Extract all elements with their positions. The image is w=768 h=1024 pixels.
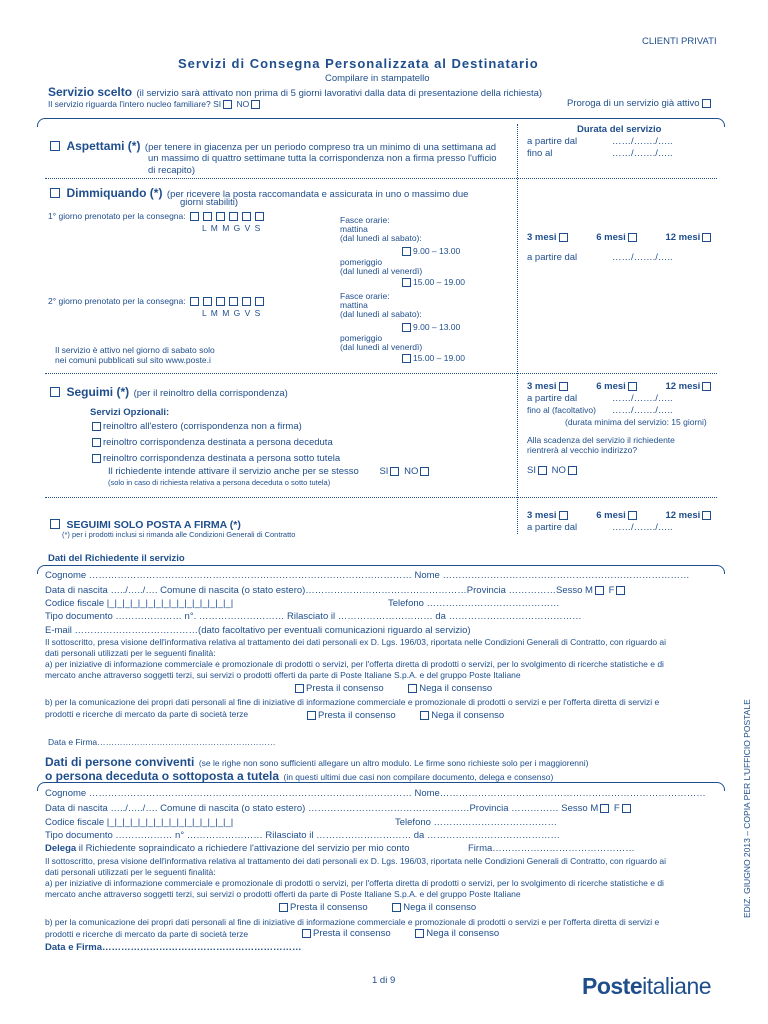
conviventi-firma-field[interactable]: Data e Firma……………………………………………………… bbox=[45, 942, 302, 953]
aspettami-fino-date[interactable]: ……/……./….. bbox=[612, 148, 673, 159]
conviventi-b-nega-label: Nega il consenso bbox=[426, 928, 500, 939]
scadenza-block bbox=[527, 435, 675, 455]
conv-privacy-b-line-2: prodotti e ricerche di mercato da parte di società terze bbox=[45, 929, 249, 939]
giorno1-l-checkbox[interactable] bbox=[190, 212, 199, 221]
aspettami-title: Aspettami (*) bbox=[66, 139, 141, 153]
conv-privacy-b-line-1: b) per la comunicazione dei propri dati personali al fine di iniziative di informazione commerciale e promozionale di prodotti o servizi e per l'offerta diretta di servizi e bbox=[45, 917, 660, 927]
solo-firma-partire-label: a partire dal bbox=[527, 522, 578, 533]
nucleo-si-label: SI bbox=[213, 99, 222, 109]
fasce2-label: Fasce orarie: bbox=[340, 291, 390, 301]
seguimi-checkbox[interactable] bbox=[50, 387, 60, 397]
solo-firma-12mesi-label: 12 mesi bbox=[665, 510, 701, 521]
giorno2-m-checkbox[interactable] bbox=[203, 297, 212, 306]
fasce2-mattina-row bbox=[400, 322, 460, 332]
conv-privacy-a-line-2: mercato anche attraverso soggetti terzi, sui servizi o prodotti offerti da parte di Poste Italiane S.p.A. e del gruppo Poste Italiane bbox=[45, 889, 521, 899]
fasce2-pom-row bbox=[400, 353, 465, 363]
giorno2-m2-checkbox[interactable] bbox=[216, 297, 225, 306]
fasce2-pomeriggio: pomeriggio bbox=[340, 333, 383, 343]
richiedente-b-nega-label: Nega il consenso bbox=[431, 710, 505, 721]
scadenza-no-checkbox[interactable] bbox=[568, 466, 577, 475]
delega-text: il Richiedente sopraindicato a richiedere l'attivazione del servizio per mio conto bbox=[76, 843, 410, 854]
conviventi-cf-field[interactable]: Codice fiscale |_|_|_|_|_|_|_|_|_|_|_|_|_|_|_|_| bbox=[45, 817, 234, 828]
opt2-checkbox[interactable] bbox=[92, 438, 101, 447]
solo-firma-3mesi-label: 3 mesi bbox=[527, 510, 557, 521]
seguimi-fino-date[interactable]: ……/……./….. bbox=[612, 405, 673, 416]
fasce2-pom-block bbox=[340, 334, 422, 352]
fasce1-label: Fasce orarie: bbox=[340, 215, 390, 225]
servizio-scelto-note: (il servizio sarà attivato non prima di 5 giorni lavorativi dalla data di presentazione della richiesta) bbox=[136, 88, 543, 99]
seguimi-partire-label: a partire dal bbox=[527, 393, 578, 404]
solo-firma-title: SEGUIMI SOLO POSTA A FIRMA (*) bbox=[66, 519, 241, 531]
solo-firma-partire-date[interactable]: ……/……./….. bbox=[612, 522, 673, 533]
stesso-si-checkbox[interactable] bbox=[390, 467, 399, 476]
fasce1-mattina-ora: 9.00 – 13.00 bbox=[413, 246, 461, 256]
conviventi-title-1-note: (se le righe non sono sufficienti allegare un altro modulo. Le firme sono richieste solo per i maggiorenni) bbox=[198, 758, 589, 768]
dimmiquando-desc-2: giorni stabiliti) bbox=[180, 197, 239, 208]
proroga-checkbox[interactable] bbox=[702, 99, 711, 108]
conviventi-b-nega-checkbox[interactable] bbox=[415, 929, 424, 938]
dimmi-3mesi-checkbox[interactable] bbox=[559, 233, 568, 242]
richiedente-cf-field[interactable]: Codice fiscale |_|_|_|_|_|_|_|_|_|_|_|_|_|_|_|_| bbox=[45, 598, 234, 609]
seguimi-partire-date[interactable]: ……/……./….. bbox=[612, 393, 673, 404]
solo-firma-12mesi-checkbox[interactable] bbox=[702, 511, 711, 520]
conviventi-title-2-note: (in questi ultimi due casi non compilare documento, delega e consenso) bbox=[283, 772, 554, 782]
form-subtitle: Compilare in stampatello bbox=[325, 73, 430, 84]
services-divider bbox=[517, 124, 518, 534]
seguimi-row bbox=[48, 383, 288, 401]
conviventi-sesso-f-label: F bbox=[613, 803, 620, 814]
fasce1-mattina-checkbox[interactable] bbox=[402, 247, 411, 256]
fasce2-block bbox=[340, 292, 422, 319]
fasce2-mattina-checkbox[interactable] bbox=[402, 323, 411, 332]
giorno2-v-checkbox[interactable] bbox=[242, 297, 251, 306]
stesso-label: Il richiedente intende attivare il servizio anche per se stesso bbox=[108, 466, 359, 477]
seguimi-desc: (per il reinoltro della corrispondenza) bbox=[133, 388, 288, 399]
richiedente-consenso-a bbox=[293, 683, 492, 694]
conviventi-a-nega-checkbox[interactable] bbox=[392, 903, 401, 912]
conviventi-sesso-f-checkbox[interactable] bbox=[622, 804, 631, 813]
richiedente-nascita-field[interactable]: Data di nascita …../…../…. Comune di nascita (o stato estero)……………………………………………Provincia ……………Sesso M bbox=[45, 585, 593, 596]
aspettami-partire-label: a partire dal bbox=[527, 136, 578, 147]
stesso-note: (solo in caso di richiesta relativa a persona deceduta o sotto tutela) bbox=[108, 478, 331, 487]
richiedente-consenso-b bbox=[305, 710, 504, 721]
richiedente-sesso-f-checkbox[interactable] bbox=[616, 586, 625, 595]
privacy-a-line-2: mercato anche attraverso soggetti terzi, sui servizi o prodotti offerti da parte di Poste Italiane S.p.A. e del gruppo Poste Italiane bbox=[45, 670, 521, 680]
dimmiquando-checkbox[interactable] bbox=[50, 188, 60, 198]
giorno2-l-checkbox[interactable] bbox=[190, 297, 199, 306]
scadenza-answer bbox=[527, 465, 579, 476]
seguimi-durata-row bbox=[527, 381, 713, 392]
richiedente-a-nega-label: Nega il consenso bbox=[419, 683, 493, 694]
seguimi-6mesi-label: 6 mesi bbox=[596, 381, 626, 392]
seguimi-3mesi-checkbox[interactable] bbox=[559, 382, 568, 391]
delega-label: Delega bbox=[45, 843, 77, 854]
scadenza-line-2: rientrerà al vecchio indirizzo? bbox=[527, 445, 638, 455]
fasce1-pom-block bbox=[340, 258, 422, 276]
nucleo-row bbox=[48, 99, 262, 109]
nucleo-si-checkbox[interactable] bbox=[223, 100, 232, 109]
opt1-label: reinoltro all'estero (corrispondenza non a firma) bbox=[103, 421, 302, 432]
nucleo-no-label: NO bbox=[236, 99, 250, 109]
conviventi-a-nega-label: Nega il consenso bbox=[403, 902, 477, 913]
stesso-no-checkbox[interactable] bbox=[420, 467, 429, 476]
dimmi-durata-row bbox=[527, 232, 713, 243]
conviventi-documento-field[interactable]: Tipo documento ……………… n° …………………… Rilasciato il ………………………… da …………………………………… bbox=[45, 830, 560, 841]
privacy-line-2: dati personali utilizzati per le seguenti finalità: bbox=[45, 648, 216, 658]
richiedente-sesso-m-checkbox[interactable] bbox=[595, 586, 604, 595]
conviventi-sesso-m-checkbox[interactable] bbox=[600, 804, 609, 813]
fasce2-mattina-days: (dal lunedì al sabato): bbox=[340, 309, 422, 319]
opt3-row bbox=[90, 453, 340, 464]
divider-dimmiquando bbox=[45, 373, 717, 374]
proroga-label: Proroga di un servizio già attivo bbox=[567, 98, 700, 109]
conviventi-consenso-b bbox=[300, 928, 499, 939]
richiedente-a-presta-label: Presta il consenso bbox=[306, 683, 384, 694]
scadenza-si-label: SI bbox=[527, 465, 536, 476]
conviventi-nascita-row bbox=[45, 803, 633, 814]
richiedente-nascita-row bbox=[45, 585, 627, 596]
poste-logo-bold: Poste bbox=[582, 973, 643, 999]
fasce1-pom-row bbox=[400, 277, 465, 287]
giorno1-m2-checkbox[interactable] bbox=[216, 212, 225, 221]
dimmi-6mesi-label: 6 mesi bbox=[596, 232, 626, 243]
aspettami-fino-label: fino al bbox=[527, 148, 553, 159]
divider-aspettami bbox=[45, 178, 717, 179]
giorno1-row bbox=[48, 211, 266, 221]
edition-vertical: EDIZ. GIUGNO 2013 – COPIA PER L'UFFICIO POSTALE bbox=[742, 699, 752, 918]
conviventi-delega-row bbox=[45, 843, 410, 854]
privacy-a-line-1: a) per iniziative di informazione commerciale e promozionale di prodotti o servizi, per l'offerta diretta di prodotti o servizi, per lo svolgimento di ricerche statistiche e di bbox=[45, 659, 664, 669]
fasce1-pom-checkbox[interactable] bbox=[402, 278, 411, 287]
seguimi-fino-label: fino al (facoltativo) bbox=[527, 405, 596, 415]
aspettami-desc-3: di recapito) bbox=[148, 165, 195, 176]
giorno2-days: L M M G V S bbox=[202, 308, 262, 318]
scadenza-line-1: Alla scadenza del servizio il richiedente bbox=[527, 435, 675, 445]
opt2-row bbox=[90, 437, 333, 448]
solo-firma-3mesi-checkbox[interactable] bbox=[559, 511, 568, 520]
scadenza-si-checkbox[interactable] bbox=[538, 466, 547, 475]
richiedente-sesso-f-label: F bbox=[608, 585, 615, 596]
conviventi-b-presta-checkbox[interactable] bbox=[302, 929, 311, 938]
giorno1-m-checkbox[interactable] bbox=[203, 212, 212, 221]
fasce2-pomeriggio-days: (dal lunedì al venerdì) bbox=[340, 342, 423, 352]
solo-firma-checkbox[interactable] bbox=[50, 519, 60, 529]
giorno2-g-checkbox[interactable] bbox=[229, 297, 238, 306]
conviventi-title-1: Dati di persone conviventi bbox=[45, 755, 195, 769]
fasce1-mattina: mattina bbox=[340, 224, 368, 234]
seguimi-12mesi-checkbox[interactable] bbox=[702, 382, 711, 391]
dimmi-12mesi-label: 12 mesi bbox=[665, 232, 701, 243]
conv-privacy-line-1: Il sottoscritto, presa visione dell'informativa relativa al trattamento dei dati personali ex D. Lgs. 196/03, riportata nelle Condizioni Generali di Contratto, con riguardo ai bbox=[45, 856, 667, 866]
conviventi-a-presta-label: Presta il consenso bbox=[290, 902, 368, 913]
richiedente-b-nega-checkbox[interactable] bbox=[420, 711, 429, 720]
opt1-checkbox[interactable] bbox=[92, 422, 101, 431]
conviventi-cognome-field[interactable]: Cognome ………………………………………………………………………………………… Nome………………………………………………………………………… bbox=[45, 788, 706, 799]
form-title: Servizi di Consegna Personalizzata al Destinatario bbox=[178, 56, 539, 71]
servizio-scelto-label: Servizio scelto bbox=[48, 85, 133, 99]
scadenza-no-label: NO bbox=[551, 465, 566, 476]
conviventi-title-2: o persona deceduta o sottoposta a tutela bbox=[45, 769, 280, 783]
dimmi-3mesi-label: 3 mesi bbox=[527, 232, 557, 243]
richiedente-telefono-field[interactable]: Telefono …………………………………… bbox=[388, 598, 560, 609]
dimmiquando-title: Dimmiquando (*) bbox=[66, 186, 163, 200]
stesso-si-label: SI bbox=[379, 466, 389, 477]
richiedente-cognome-field[interactable]: Cognome ………………………………………………………………………………………… Nome …………………………………………………………………… bbox=[45, 570, 690, 581]
dimmi-12mesi-checkbox[interactable] bbox=[702, 233, 711, 242]
clienti-label: CLIENTI PRIVATI bbox=[642, 36, 717, 47]
giorno2-s-checkbox[interactable] bbox=[255, 297, 264, 306]
fasce2-mattina: mattina bbox=[340, 300, 368, 310]
seguimi-title: Seguimi (*) bbox=[66, 385, 130, 399]
aspettami-desc-1: (per tenere in giacenza per un periodo compreso tra un minimo di una settimana ad bbox=[144, 142, 497, 153]
richiedente-a-nega-checkbox[interactable] bbox=[408, 684, 417, 693]
richiedente-title: Dati del Richiedente il servizio bbox=[48, 553, 185, 564]
divider-seguimi bbox=[45, 497, 717, 498]
dimmi-partire-date[interactable]: ……/……./….. bbox=[612, 252, 673, 263]
solo-firma-6mesi-checkbox[interactable] bbox=[628, 511, 637, 520]
privacy-b-line-1: b) per la comunicazione dei propri dati personali al fine di iniziative di informazione commerciale e promozionale di prodotti o servizi e per l'offerta diretta di servizi e bbox=[45, 697, 660, 707]
conviventi-nascita-field[interactable]: Data di nascita …../…../…. Comune di nascita (o stato estero) ……………………………………………Provincia …………… Sesso M bbox=[45, 803, 599, 814]
solo-firma-durata-row bbox=[527, 510, 713, 521]
richiedente-firma-field[interactable]: Data e Firma……………………………………………………… bbox=[48, 737, 276, 747]
giorno1-s-checkbox[interactable] bbox=[255, 212, 264, 221]
giorno1-v-checkbox[interactable] bbox=[242, 212, 251, 221]
conv-privacy-line-2: dati personali utilizzati per le seguenti finalità: bbox=[45, 867, 216, 877]
nucleo-question: Il servizio riguarda l'intero nucleo familiare? bbox=[48, 99, 211, 109]
richiedente-b-presta-label: Presta il consenso bbox=[318, 710, 396, 721]
giorno2-label: 2° giorno prenotato per la consegna: bbox=[48, 296, 186, 306]
opt1-row bbox=[90, 421, 302, 432]
stesso-row bbox=[108, 466, 431, 477]
proroga-row bbox=[567, 98, 713, 109]
sabato-note-1: Il servizio è attivo nel giorno di sabato solo bbox=[55, 345, 215, 355]
fasce1-pomeriggio: pomeriggio bbox=[340, 257, 383, 267]
privacy-line-1: Il sottoscritto, presa visione dell'informativa relativa al trattamento dei dati personali ex D. Lgs. 196/03, riportata nelle Condizioni Generali di Contratto, con riguardo ai bbox=[45, 637, 667, 647]
giorno1-label: 1° giorno prenotato per la consegna: bbox=[48, 211, 186, 221]
seguimi-3mesi-label: 3 mesi bbox=[527, 381, 557, 392]
conviventi-telefono-field[interactable]: Telefono ………………………………… bbox=[395, 817, 558, 828]
conviventi-a-presta-checkbox[interactable] bbox=[279, 903, 288, 912]
seguimi-12mesi-label: 12 mesi bbox=[665, 381, 701, 392]
sabato-note bbox=[55, 345, 215, 365]
aspettami-checkbox[interactable] bbox=[50, 141, 60, 151]
conviventi-b-presta-label: Presta il consenso bbox=[313, 928, 391, 939]
fasce1-pomeriggio-days: (dal lunedì al venerdì) bbox=[340, 266, 423, 276]
conviventi-consenso-a bbox=[277, 902, 476, 913]
sabato-note-2: nei comuni pubblicati sul sito www.poste.i bbox=[55, 355, 211, 365]
richiedente-b-presta-checkbox[interactable] bbox=[307, 711, 316, 720]
fasce1-block bbox=[340, 216, 422, 243]
opt3-checkbox[interactable] bbox=[92, 454, 101, 463]
dimmiquando-desc-1: (per ricevere la posta raccomandata e assicurata in uno o massimo due bbox=[166, 189, 469, 200]
dimmiquando-row bbox=[48, 184, 468, 202]
conviventi-delega-firma-field[interactable]: Firma……………………………………… bbox=[468, 843, 635, 854]
solo-firma-6mesi-label: 6 mesi bbox=[596, 510, 626, 521]
giorno1-g-checkbox[interactable] bbox=[229, 212, 238, 221]
giorno2-row bbox=[48, 296, 266, 306]
nucleo-no-checkbox[interactable] bbox=[251, 100, 260, 109]
giorno1-days: L M M G V S bbox=[202, 223, 262, 233]
seguimi-6mesi-checkbox[interactable] bbox=[628, 382, 637, 391]
aspettami-partire-date[interactable]: ……/……./….. bbox=[612, 136, 673, 147]
privacy-b-line-2: prodotti e ricerche di mercato da parte di società terze bbox=[45, 709, 249, 719]
fasce2-pom-checkbox[interactable] bbox=[402, 354, 411, 363]
page-number: 1 di 9 bbox=[372, 975, 396, 986]
stesso-no-label: NO bbox=[404, 466, 419, 477]
richiedente-privacy bbox=[45, 637, 666, 681]
conviventi-privacy bbox=[45, 856, 666, 900]
aspettami-desc-2: un massimo di quattro settimane tutta la corrispondenza non a firma presso l'ufficio bbox=[148, 153, 497, 164]
solo-firma-note: (*) per i prodotti inclusi si rimanda alle Condizioni Generali di Contratto bbox=[62, 530, 296, 539]
richiedente-email-field[interactable]: E-mail …………………………………(dato facoltativo per eventuali comunicazioni riguardo al servizio) bbox=[45, 625, 471, 636]
fasce1-mattina-days: (dal lunedì al sabato): bbox=[340, 233, 422, 243]
fasce2-mattina-ora: 9.00 – 13.00 bbox=[413, 322, 461, 332]
richiedente-a-presta-checkbox[interactable] bbox=[295, 684, 304, 693]
opt2-label: reinoltro corrispondenza destinata a persona deceduta bbox=[103, 437, 333, 448]
opzionali-label: Servizi Opzionali: bbox=[90, 407, 170, 418]
opt3-label: reinoltro corrispondenza destinata a persona sotto tutela bbox=[103, 453, 341, 464]
poste-logo bbox=[582, 973, 711, 1000]
durata-min-note: (durata minima del servizio: 15 giorni) bbox=[565, 417, 707, 427]
fasce1-pom-ora: 15.00 – 19.00 bbox=[413, 277, 465, 287]
durata-title: Durata del servizio bbox=[577, 124, 662, 135]
poste-logo-regular: italiane bbox=[642, 973, 712, 999]
dimmi-6mesi-checkbox[interactable] bbox=[628, 233, 637, 242]
dimmi-partire-label: a partire dal bbox=[527, 252, 578, 263]
fasce1-mattina-row bbox=[400, 246, 460, 256]
fasce2-pom-ora: 15.00 – 19.00 bbox=[413, 353, 465, 363]
richiedente-documento-field[interactable]: Tipo documento ………………… n°. ……………………… Rilasciato il ………………………… da …………………………………… bbox=[45, 611, 582, 622]
conv-privacy-a-line-1: a) per iniziative di informazione commerciale e promozionale di prodotti o servizi, per l'offerta diretta di prodotti o servizi, per lo svolgimento di ricerche statistiche e di bbox=[45, 878, 664, 888]
